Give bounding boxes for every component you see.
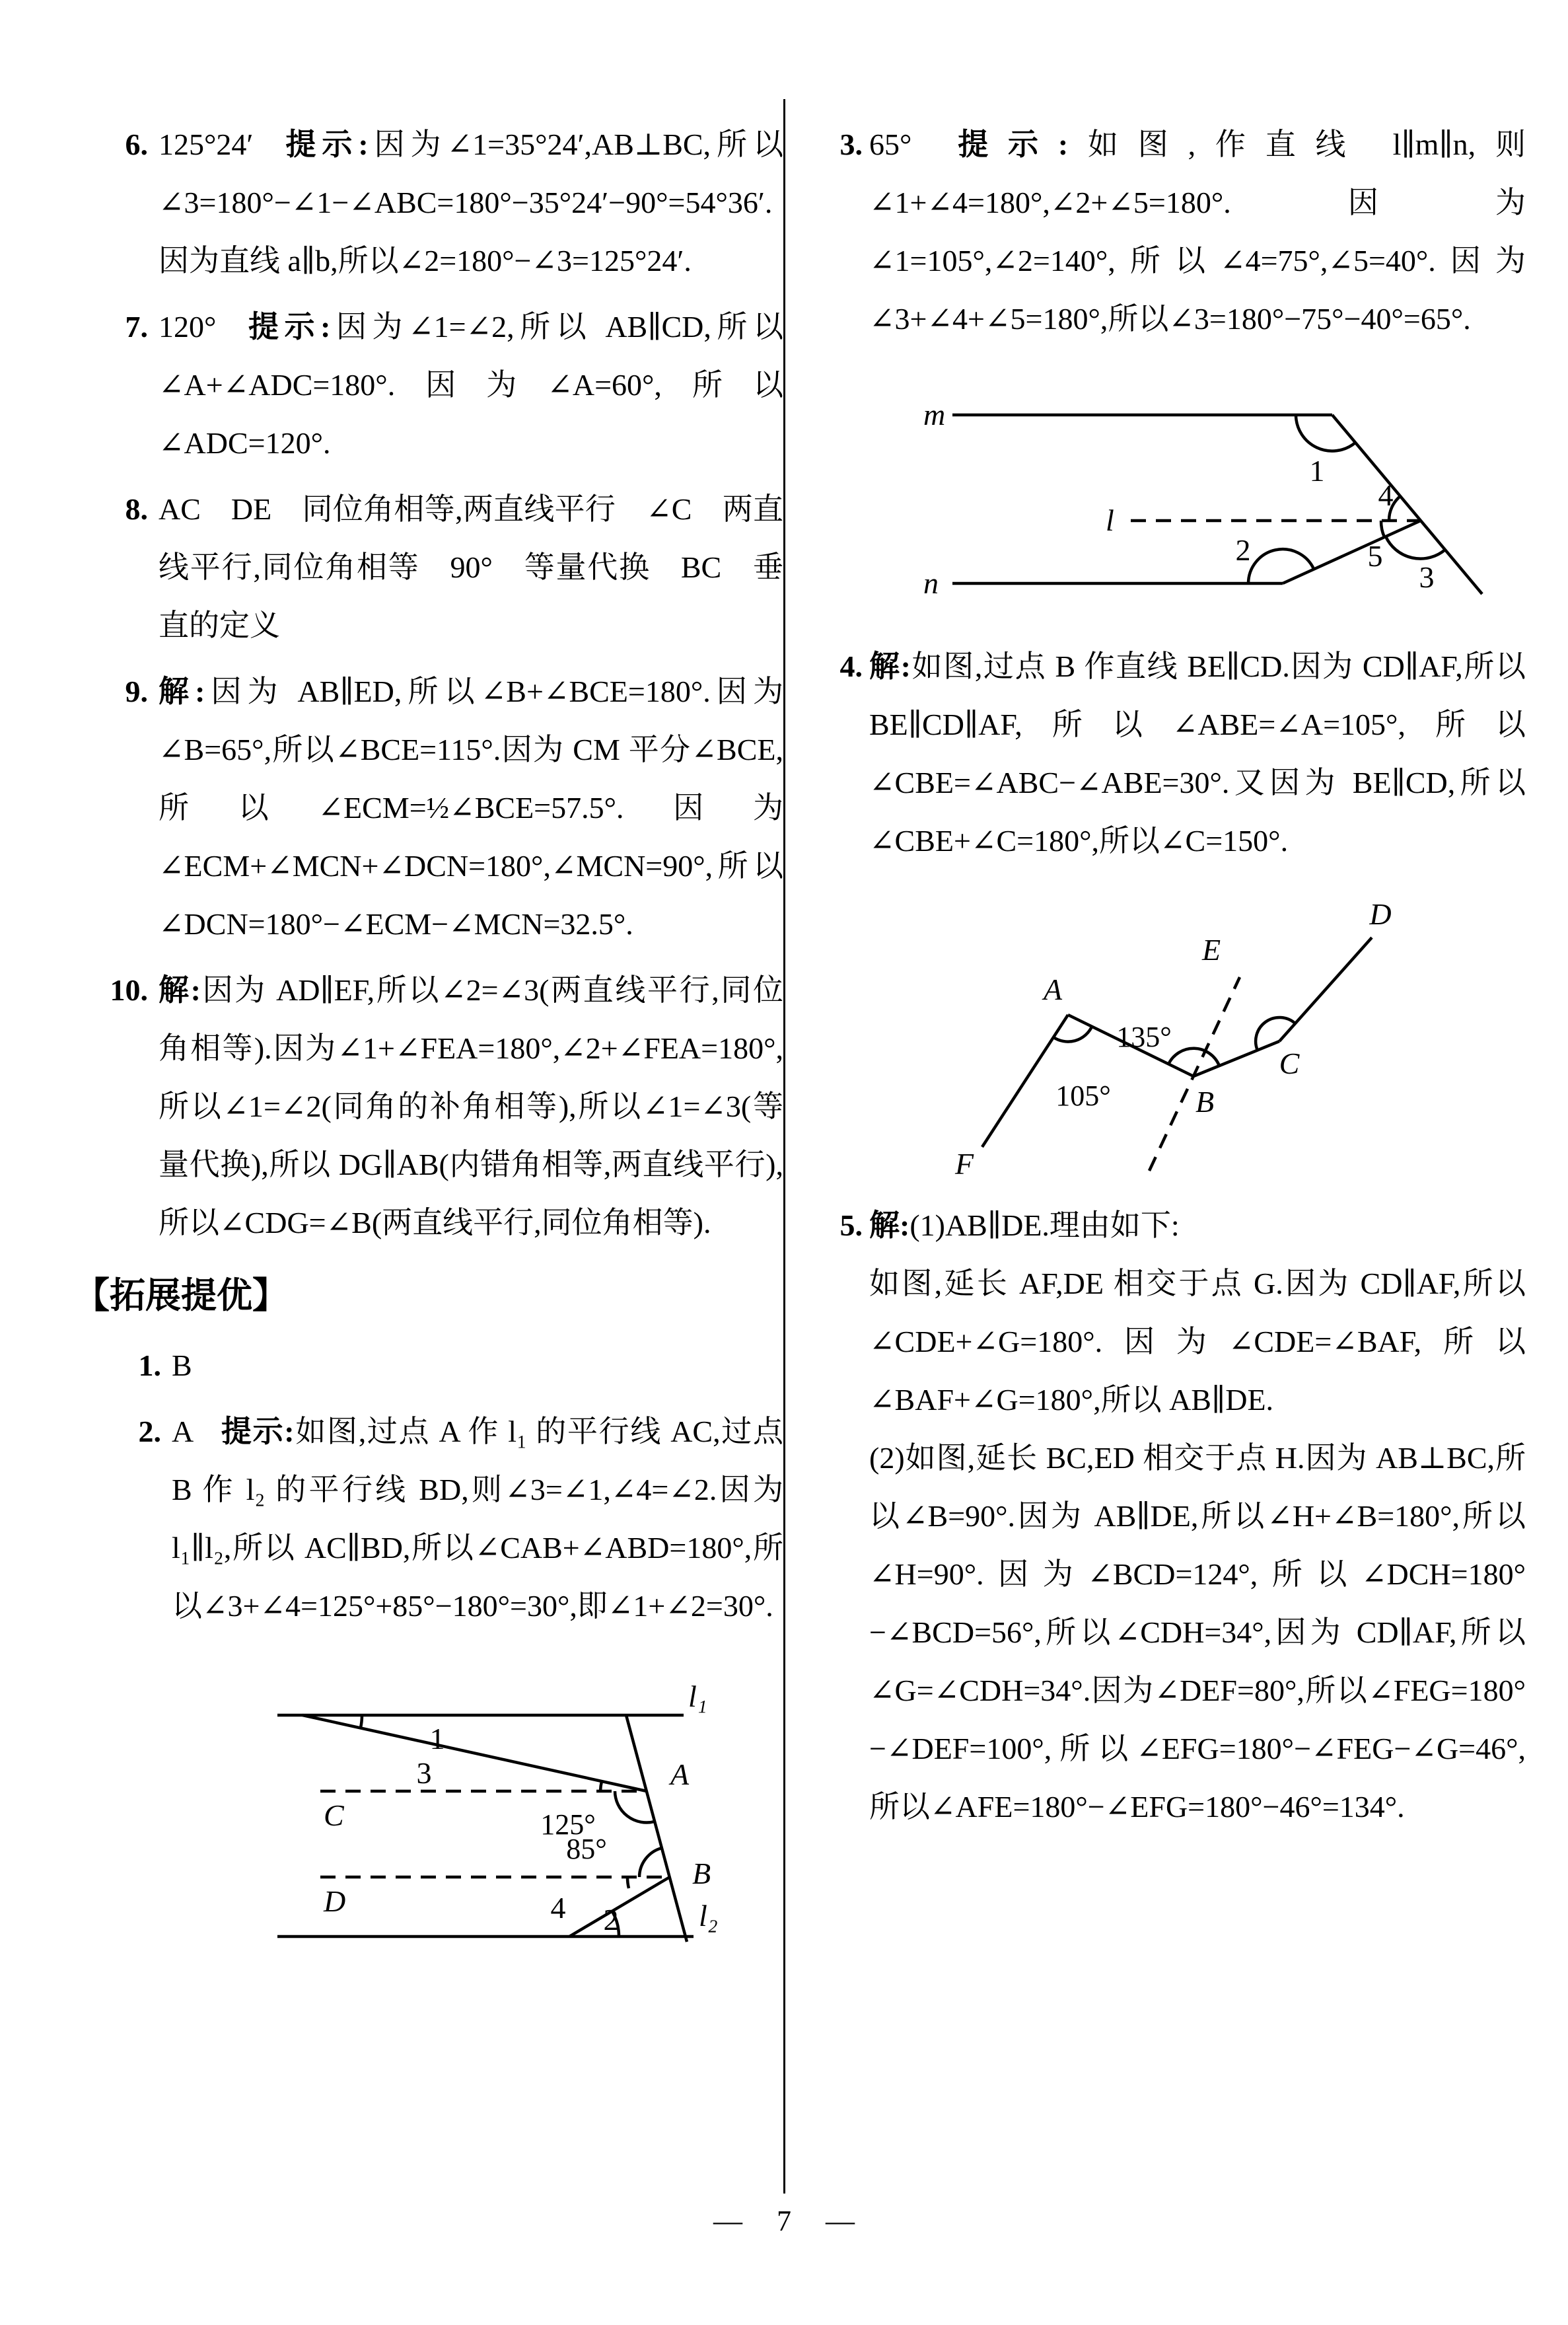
item-body xyxy=(869,1197,1526,1836)
slant-line-to-a xyxy=(303,1715,647,1791)
item-number: 4. xyxy=(839,649,863,683)
item-body xyxy=(172,1403,783,1635)
point-c-label: C xyxy=(324,1798,344,1832)
item-text-part1: (1)AB∥DE.理由如下: xyxy=(909,1208,1180,1242)
item-body xyxy=(172,1337,783,1395)
angle-5-arc xyxy=(1381,521,1384,537)
item-text: 因为∠1=∠2,所以 AB∥CD,所以∠A+∠ADC=180°.因为∠A=60°,所以∠ADC=120°. xyxy=(159,310,783,460)
angle-b-arc xyxy=(1168,1049,1219,1066)
item-body xyxy=(159,480,783,655)
item-body xyxy=(159,961,783,1252)
item-text: 因为 AB∥ED,所以∠B+∠BCE=180°.因为∠B=65°,所以∠BCE=115°.因为 CM 平分∠BCE,所以∠ECM=½∠BCE=57.5°.因为∠ECM+∠MCN+∠DCN=180°,∠MCN=90°,所以∠DCN=180°−∠ECM−∠MCN=32.5°. xyxy=(159,675,783,941)
item-answer: 125°24′ xyxy=(159,128,254,161)
answer-item-10 xyxy=(92,961,783,1252)
figure-parallel-lmn xyxy=(913,365,1526,616)
answer-item-4 xyxy=(827,638,1526,870)
point-e-label: E xyxy=(1201,933,1221,967)
transversal xyxy=(1332,415,1482,594)
point-b-label: B xyxy=(692,1857,711,1890)
figure-parallel-lmn-svg xyxy=(913,365,1534,616)
item-text: 因为∠1=35°24′,AB⊥BC,所以∠3=180°−∠1−∠ABC=180°−35°24′−90°=54°36′.因为直线 a∥b,所以∠2=180°−∠3=125°24′. xyxy=(159,128,783,277)
hint-label: 提示: xyxy=(279,128,369,161)
angle-2-label: 2 xyxy=(1235,533,1251,567)
line-m-label: m xyxy=(923,398,946,431)
angle-5-label: 5 xyxy=(1367,539,1383,573)
angle-4-label: 4 xyxy=(1378,478,1394,512)
line-l-label: l xyxy=(1106,503,1114,537)
solution-label: 解: xyxy=(159,973,201,1007)
solution-label: 解: xyxy=(869,649,911,683)
segment-cd xyxy=(1279,938,1372,1041)
dashed-line-be xyxy=(1149,977,1240,1171)
item-answer: B xyxy=(172,1348,192,1382)
answer-item-7 xyxy=(92,298,783,472)
section-header-expansion: 【拓展提优】 xyxy=(74,1276,288,1315)
point-d-label: D xyxy=(1369,897,1392,931)
item-body xyxy=(869,116,1526,348)
item-text: 如图,作直线 l∥m∥n,则∠1+∠4=180°,∠2+∠5=180°.因为∠1=105°,∠2=140°,所以∠4=75°,∠5=40°.因为∠3+∠4+∠5=180°,所以∠3=180°−75°−40°=65°. xyxy=(869,128,1526,336)
line-n-label: n xyxy=(923,566,939,600)
angle-4-label: 4 xyxy=(550,1891,566,1925)
angle-105-label: 105° xyxy=(1055,1080,1111,1112)
answer-item-8 xyxy=(92,480,783,655)
item-number: 3. xyxy=(839,128,863,161)
angle-3-label: 3 xyxy=(1419,560,1435,594)
transversal-ab xyxy=(626,1715,687,1942)
solution-label: 解: xyxy=(159,675,205,708)
angle-85-label: 85° xyxy=(566,1833,607,1865)
figure-two-parallels-svg xyxy=(258,1659,760,1956)
angle-2-arc xyxy=(1248,549,1314,583)
expansion-items xyxy=(92,1337,783,1635)
hint-label: 提示: xyxy=(220,1415,295,1448)
item-text: 如图,过点 B 作直线 BE∥CD.因为 CD∥AF,所以 BE∥CD∥AF,所以∠ABE=∠A=105°,所以∠CBE=∠ABC−∠ABE=30°.又因为 BE∥CD,所以∠CBE+∠C=180°,所以∠C=150°. xyxy=(869,649,1526,858)
item-text: 因为 AD∥EF,所以∠2=∠3(两直线平行,同位角相等).因为∠1+∠FEA=180°,∠2+∠FEA=180°,所以∠1=∠2(同角的补角相等),所以∠1=∠3(等量代换),所以 DG∥AB(内错角相等,两直线平行),所以∠CDG=∠B(两直线平行,同位角相等). xyxy=(159,973,783,1239)
answer-item-6 xyxy=(92,116,783,290)
angle-1-label: 1 xyxy=(429,1722,445,1755)
item-text: AC DE 同位角相等,两直线平行 ∠C 两直线平行,同位角相等 90° 等量代换 BC 垂直的定义 xyxy=(159,492,783,642)
hint-label: 提示: xyxy=(938,128,1069,161)
line-l2-label: l₂ xyxy=(699,1899,718,1933)
footer-dash-left: — xyxy=(713,2205,742,2237)
item-number: 9. xyxy=(125,675,148,708)
item-text-part2: 如图,延长 AF,DE 相交于点 G.因为 CD∥AF,所以∠CDE+∠G=180°.因为∠CDE=∠BAF,所以∠BAF+∠G=180°,所以 AB∥DE. xyxy=(869,1267,1526,1417)
point-a-label: A xyxy=(1043,973,1063,1006)
item-number: 1. xyxy=(138,1348,161,1382)
item-body xyxy=(869,638,1526,870)
item-number: 6. xyxy=(125,128,148,161)
item-number: 5. xyxy=(839,1208,863,1242)
column-divider xyxy=(783,99,785,2194)
expansion-item-1 xyxy=(119,1337,783,1395)
item-text-part3: (2)如图,延长 BC,ED 相交于点 H.因为 AB⊥BC,所以∠B=90°.因为 AB∥DE,所以∠H+∠B=180°,所以∠H=90°.因为∠BCD=124°,所以∠DCH=180°−∠BCD=56°,所以∠CDH=34°,因为 CD∥AF,所以∠G=∠CDH=34°.因为∠DEF=80°,所以∠FEG=180°−∠DEF=100°,所以∠EFG=180°−∠FEG−∠G=46°,所以∠AFE=180°−∠EFG=180°−46°=134°. xyxy=(869,1441,1526,1824)
item-number: 2. xyxy=(138,1415,161,1448)
page-footer xyxy=(0,2201,1568,2241)
line-l1-label: l₁ xyxy=(688,1679,707,1713)
item-body xyxy=(159,298,783,472)
figure-broken-line-svg xyxy=(906,886,1487,1177)
angle-85-arc xyxy=(639,1848,662,1877)
item-answer: 120° xyxy=(159,310,217,344)
answer-item-5 xyxy=(827,1197,1526,1836)
point-f-label: F xyxy=(954,1147,974,1177)
angle-1-arc xyxy=(361,1715,362,1728)
item-text: 如图,过点 A 作 l₁ 的平行线 AC,过点 B 作 l₂ 的平行线 BD,则∠3=∠1,∠4=∠2.因为 l₁∥l₂,所以 AC∥BD,所以∠CAB+∠ABD=180°,所以∠3+∠4=125°+85°−180°=30°,即∠1+∠2=30°. xyxy=(172,1415,783,1623)
point-a-label: A xyxy=(670,1757,690,1791)
angle-c-arc xyxy=(1256,1017,1295,1051)
item-body xyxy=(159,663,783,953)
point-b-label: B xyxy=(1195,1085,1215,1119)
angle-135-label: 135° xyxy=(1116,1021,1172,1053)
angle-3-label: 3 xyxy=(416,1756,432,1790)
solution-label: 解: xyxy=(869,1208,910,1242)
answer-item-3 xyxy=(827,116,1526,348)
figure-two-parallels xyxy=(258,1659,783,1956)
angle-125-label: 125° xyxy=(540,1808,596,1841)
page-number: 7 xyxy=(777,2205,791,2237)
item-number: 8. xyxy=(125,492,148,526)
angle-1-label: 1 xyxy=(1309,454,1325,488)
footer-dash-right: — xyxy=(826,2205,855,2237)
item-number: 10. xyxy=(110,973,148,1007)
right-column xyxy=(827,116,1526,1844)
point-d-label: D xyxy=(324,1884,346,1918)
angle-4-arc xyxy=(627,1877,629,1888)
expansion-item-2 xyxy=(119,1403,783,1635)
hint-label: 提示: xyxy=(242,310,331,344)
angle-2-label: 2 xyxy=(603,1903,619,1937)
item-number: 7. xyxy=(125,310,148,344)
item-answer: 65° xyxy=(869,128,912,161)
left-column xyxy=(74,116,783,1956)
point-c-label: C xyxy=(1279,1047,1300,1080)
figure-broken-line xyxy=(906,886,1526,1177)
item-body xyxy=(159,116,783,290)
answer-item-9 xyxy=(92,663,783,953)
item-answer: A xyxy=(172,1415,194,1448)
